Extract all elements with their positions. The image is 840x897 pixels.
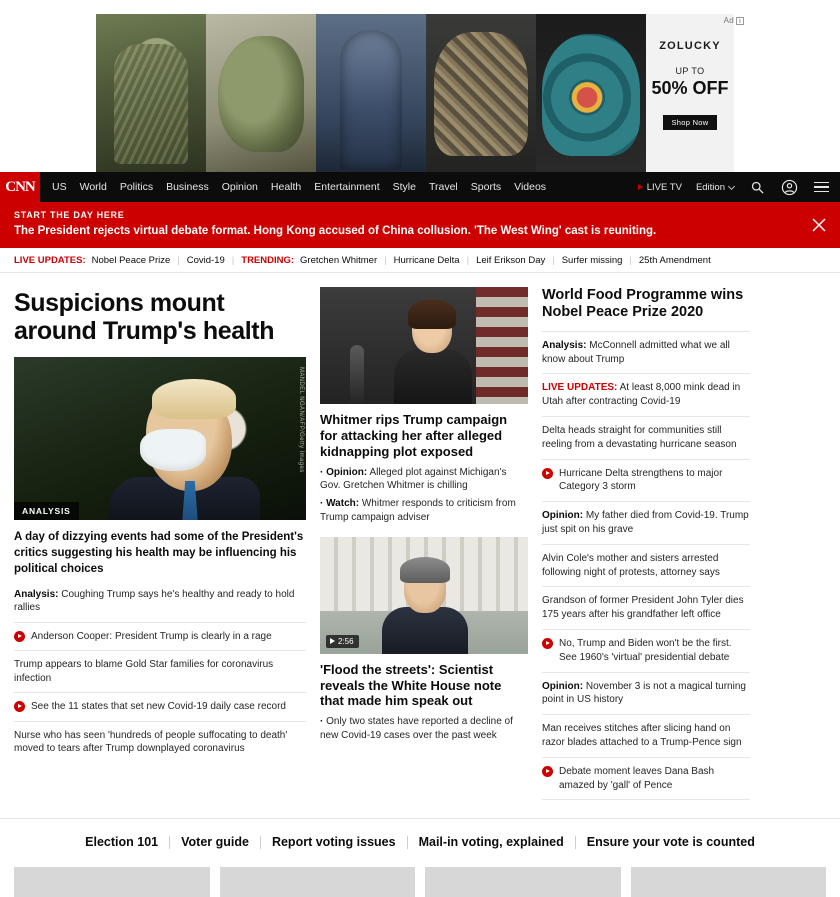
nav-item-travel[interactable]: Travel bbox=[428, 181, 458, 193]
nav-item-us[interactable]: US bbox=[52, 181, 67, 193]
secondary-stories-column bbox=[320, 287, 528, 800]
list-item[interactable] bbox=[542, 374, 750, 417]
video-play-icon bbox=[14, 701, 25, 712]
list-item-text bbox=[542, 680, 750, 708]
list-item-body: Anderson Cooper: President Trump is clearly in a rage bbox=[31, 630, 272, 642]
nav-links[interactable] bbox=[52, 181, 546, 193]
figure-hair bbox=[408, 299, 456, 329]
main-content-grid bbox=[0, 273, 840, 800]
list-item-body: No, Trump and Biden won't be the first. See 1960's 'virtual' presidential debate bbox=[559, 637, 732, 663]
list-item[interactable] bbox=[542, 630, 750, 673]
nav-item-style[interactable]: Style bbox=[392, 181, 416, 193]
trending-label: TRENDING: bbox=[241, 254, 295, 266]
list-item[interactable] bbox=[14, 692, 306, 721]
nav-item-politics[interactable]: Politics bbox=[119, 181, 154, 193]
nav-item-sports[interactable]: Sports bbox=[470, 181, 502, 193]
list-item[interactable] bbox=[542, 545, 750, 588]
video-play-icon bbox=[542, 468, 553, 479]
election-link-election-101[interactable]: Election 101 bbox=[85, 835, 159, 850]
list-item[interactable] bbox=[14, 650, 306, 692]
bullet-kicker: · Watch: bbox=[320, 498, 360, 510]
banner-headline[interactable]: The President rejects virtual debate format. Hong Kong accused of China collusion. 'The West Wing' cast is reuniting. bbox=[14, 225, 657, 237]
ad-disclosure-label bbox=[724, 16, 744, 25]
video-play-icon bbox=[542, 766, 553, 777]
strip-item-covid-19[interactable]: Covid-19 bbox=[186, 254, 225, 266]
list-item-body: At least 8,000 mink dead in Utah after contracting Covid-19 bbox=[542, 382, 741, 408]
video-duration-badge bbox=[326, 635, 359, 648]
strip-divider: | bbox=[466, 254, 470, 266]
below-fold-placeholder-tiles bbox=[0, 861, 840, 897]
whitmer-story-image[interactable] bbox=[320, 287, 528, 404]
lead-story-column bbox=[14, 287, 306, 800]
chevron-down-icon bbox=[728, 182, 735, 189]
list-item-body: My father died from Covid-19. Trump just spit on his grave bbox=[542, 510, 749, 535]
video-duration-text: 2:56 bbox=[338, 636, 354, 646]
list-item[interactable] bbox=[542, 502, 750, 545]
lead-story-image[interactable] bbox=[14, 357, 306, 520]
strip-divider: | bbox=[177, 254, 180, 266]
list-item-body: Man receives stitches after slicing hand on razor blades attached to a Trump-Pence sign bbox=[542, 723, 742, 748]
ad-photo-4[interactable] bbox=[426, 14, 536, 172]
lead-story-list bbox=[14, 586, 306, 763]
list-item-body: See the 11 states that set new Covid-19 daily case record bbox=[31, 701, 286, 713]
story-card-whitmer[interactable] bbox=[320, 287, 528, 525]
ad-photo-1[interactable] bbox=[96, 14, 206, 172]
list-item-text bbox=[14, 588, 306, 615]
ad-brand-name: ZOLUCKY bbox=[659, 40, 721, 52]
figure-body bbox=[382, 607, 468, 654]
list-item-kicker: Opinion: bbox=[542, 680, 584, 692]
hamburger-menu-icon[interactable] bbox=[812, 178, 830, 196]
ad-label-text: Ad bbox=[723, 16, 734, 25]
bullet-text: Alleged plot against Michigan's Gov. Gretchen Whitmer is chilling bbox=[320, 466, 507, 492]
lead-image-figure-hair bbox=[152, 379, 236, 419]
bullet-text: Whitmer responds to criticism from Trump campaign adviser bbox=[320, 498, 516, 523]
placeholder-tile[interactable] bbox=[631, 867, 827, 897]
list-item-body: Alvin Cole's mother and sisters arrested following night of protests, attorney says bbox=[542, 552, 720, 578]
list-item-kicker: Analysis: bbox=[542, 339, 587, 351]
list-item-kicker: Opinion: bbox=[542, 510, 584, 522]
bullet-item[interactable] bbox=[320, 497, 528, 525]
strip-divider: | bbox=[629, 254, 632, 266]
list-item-body: November 3 is not a magical turning point in US history bbox=[542, 680, 746, 706]
banner-kicker: START THE DAY HERE bbox=[14, 210, 125, 220]
ad-photo-3[interactable] bbox=[316, 14, 426, 172]
strip-item-nobel-peace-prize[interactable]: Nobel Peace Prize bbox=[91, 254, 171, 266]
nav-item-world[interactable]: World bbox=[79, 181, 107, 193]
nav-right-controls[interactable] bbox=[638, 178, 830, 196]
list-item-body: Coughing Trump says he's healthy and ready to hold rallies bbox=[14, 588, 295, 614]
list-item[interactable] bbox=[542, 587, 750, 630]
list-item-text bbox=[542, 339, 750, 367]
list-item-body: McConnell admitted what we all know about Trump bbox=[542, 339, 730, 365]
card-bullets bbox=[320, 715, 528, 743]
ad-promo-panel[interactable] bbox=[646, 14, 734, 172]
list-item[interactable] bbox=[542, 417, 750, 460]
live-tv-button[interactable] bbox=[638, 182, 682, 193]
list-item[interactable] bbox=[14, 622, 306, 651]
list-item[interactable] bbox=[542, 758, 750, 801]
nav-item-entertainment[interactable]: Entertainment bbox=[314, 181, 380, 193]
video-play-icon bbox=[542, 638, 553, 649]
lead-dek[interactable]: A day of dizzying events had some of the President's critics suggesting his health may be influencing his political choices bbox=[14, 531, 304, 575]
card-headline[interactable]: 'Flood the streets': Scientist reveals the White House note that made him speak out bbox=[320, 661, 502, 709]
list-item[interactable] bbox=[542, 715, 750, 758]
live-updates-badge: LIVE UPDATES: bbox=[542, 382, 618, 394]
election-link-voter-guide[interactable]: Voter guide bbox=[181, 835, 249, 850]
list-item[interactable] bbox=[542, 673, 750, 716]
close-icon[interactable] bbox=[810, 216, 828, 234]
lead-image-face-mask bbox=[140, 429, 206, 471]
list-item[interactable] bbox=[542, 332, 750, 375]
play-triangle-icon bbox=[638, 184, 643, 190]
placeholder-tile[interactable] bbox=[425, 867, 621, 897]
live-tv-label: LIVE TV bbox=[646, 181, 682, 193]
list-item-text bbox=[542, 509, 750, 537]
list-item-kicker: Analysis: bbox=[14, 588, 59, 600]
edition-label: Edition bbox=[695, 181, 725, 193]
image-credit: MANDEL NGAN/AFP/Getty Images bbox=[298, 367, 304, 473]
bullet-kicker: · bbox=[320, 716, 324, 728]
list-item-body: Trump appears to blame Gold Star families for coronavirus infection bbox=[14, 659, 274, 684]
ad-upto-text: UP TO bbox=[675, 66, 705, 76]
nav-item-business[interactable]: Business bbox=[166, 181, 209, 193]
video-play-icon bbox=[14, 631, 25, 642]
strip-item-25th-amendment[interactable]: 25th Amendment bbox=[638, 254, 711, 266]
figure-body bbox=[394, 349, 472, 404]
list-item[interactable] bbox=[14, 586, 306, 622]
list-item-text bbox=[542, 381, 750, 409]
election-link-mail-in-voting[interactable]: Mail-in voting, explained bbox=[418, 835, 564, 850]
nav-item-health[interactable]: Health bbox=[270, 181, 302, 193]
placeholder-tile[interactable] bbox=[14, 867, 210, 897]
election-link-ensure-your-vote[interactable]: Ensure your vote is counted bbox=[586, 835, 755, 850]
list-item-body: Grandson of former President John Tyler dies 175 years after his grandfather left office bbox=[542, 595, 744, 621]
strip-item-leif-erikson-day[interactable]: Leif Erikson Day bbox=[476, 254, 546, 266]
placeholder-tile[interactable] bbox=[220, 867, 416, 897]
list-item-body: Nurse who has seen 'hundreds of people suffocating to death' moved to tears after Trump downplayed coronavirus bbox=[14, 729, 288, 755]
site-header-nav[interactable] bbox=[0, 172, 840, 202]
list-item-body: Delta heads straight for communities still reeling from a devastating hurricane season bbox=[542, 424, 737, 450]
ad-info-icon[interactable]: i bbox=[736, 17, 744, 25]
flood-story-image[interactable] bbox=[320, 537, 528, 654]
start-the-day-banner[interactable] bbox=[0, 202, 840, 248]
live-updates-label: LIVE UPDATES: bbox=[14, 254, 86, 266]
strip-divider: | bbox=[231, 254, 235, 266]
ad-photo-2[interactable] bbox=[206, 14, 316, 172]
list-item-body: Hurricane Delta strengthens to major Category 3 storm bbox=[559, 467, 723, 493]
bullet-item[interactable] bbox=[320, 715, 528, 743]
strip-divider: | bbox=[552, 254, 555, 266]
strip-divider: | bbox=[384, 254, 387, 266]
bullet-kicker: · Opinion: bbox=[320, 466, 368, 478]
edition-selector[interactable] bbox=[696, 182, 734, 193]
us-flag-backdrop bbox=[476, 287, 528, 404]
strip-item-gretchen-whitmer[interactable]: Gretchen Whitmer bbox=[300, 254, 378, 266]
right-column-headline[interactable]: World Food Programme wins Nobel Peace Prize 2020 bbox=[542, 287, 750, 332]
advertisement-banner[interactable] bbox=[0, 0, 840, 172]
nav-item-videos[interactable]: Videos bbox=[514, 181, 547, 193]
bullet-text: Only two states have reported a decline of new Covid-19 cases over the past week bbox=[320, 716, 513, 742]
headlines-column bbox=[542, 287, 750, 800]
story-card-flood[interactable] bbox=[320, 537, 528, 743]
ad-discount-text: 50% OFF bbox=[651, 78, 729, 98]
play-triangle-icon bbox=[330, 638, 335, 644]
card-headline[interactable]: Whitmer rips Trump campaign for attacking her after alleged kidnapping plot exposed bbox=[320, 412, 508, 459]
lead-headline[interactable]: Suspicions mount around Trump's health bbox=[14, 289, 275, 345]
strip-item-surfer-missing[interactable]: Surfer missing bbox=[561, 254, 623, 266]
nav-item-opinion[interactable]: Opinion bbox=[221, 181, 258, 193]
card-bullets bbox=[320, 466, 528, 525]
figure-hair bbox=[400, 557, 450, 583]
analysis-badge: ANALYSIS bbox=[14, 502, 79, 520]
list-item[interactable] bbox=[14, 721, 306, 763]
cnn-logo[interactable]: CNN bbox=[0, 172, 40, 202]
user-account-icon[interactable] bbox=[780, 178, 798, 196]
ad-creative[interactable] bbox=[96, 14, 744, 172]
ad-shop-now-button[interactable]: Shop Now bbox=[663, 115, 716, 130]
search-icon[interactable] bbox=[748, 178, 766, 196]
list-item-body: Debate moment leaves Dana Bash amazed by 'gall' of Pence bbox=[559, 765, 715, 791]
list-item[interactable] bbox=[542, 460, 750, 503]
ad-photo-5[interactable] bbox=[536, 14, 646, 172]
microphone-icon bbox=[350, 345, 364, 403]
live-updates-strip[interactable] bbox=[0, 248, 840, 273]
bullet-item[interactable] bbox=[320, 466, 528, 494]
strip-item-hurricane-delta[interactable]: Hurricane Delta bbox=[393, 254, 460, 266]
election-links-bar[interactable] bbox=[0, 818, 840, 861]
election-link-report-voting-issues[interactable]: Report voting issues bbox=[271, 835, 396, 850]
